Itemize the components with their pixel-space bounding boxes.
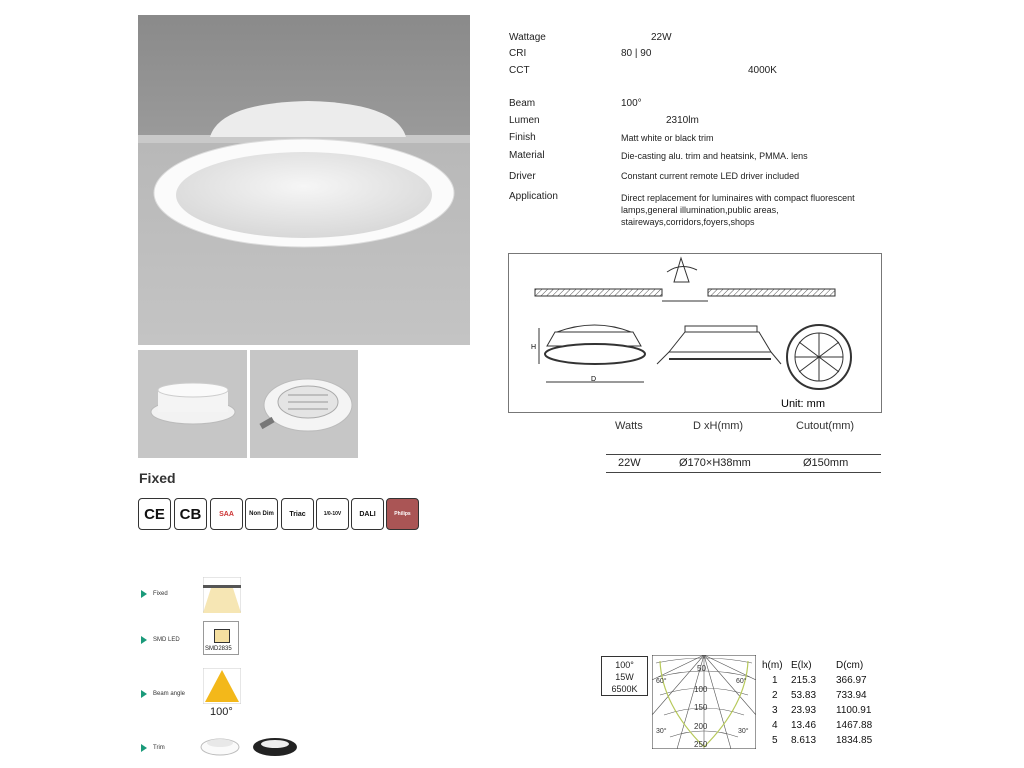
bullet-icon <box>141 690 147 698</box>
photometric-params: 100° 15W 6500K <box>601 656 648 696</box>
photo-row-e: 215.3 <box>791 675 817 686</box>
thumbnail-back[interactable] <box>250 350 358 458</box>
photo-row-h: 4 <box>772 720 778 731</box>
dim-value-dxh: Ø170×H38mm <box>679 457 751 469</box>
svg-text:50: 50 <box>697 664 706 673</box>
photo-header-h: h(m) <box>762 660 783 671</box>
spec-value-driver: Constant current remote LED driver included <box>621 171 800 181</box>
spec-value-lumen: 2310lm <box>666 115 699 126</box>
bullet-icon <box>141 744 147 752</box>
technical-drawing <box>508 253 882 413</box>
photo-row-e: 23.93 <box>791 705 817 716</box>
svg-text:250: 250 <box>694 740 708 749</box>
dali-icon: DALI <box>351 498 384 530</box>
trim-options-icon <box>200 733 300 759</box>
philips-driver-icon: Philips <box>386 498 419 530</box>
photo-row-h: 2 <box>772 690 778 701</box>
mount-type-title: Fixed <box>139 470 176 486</box>
product-photo <box>138 15 470 345</box>
svg-text:30°: 30° <box>738 728 749 735</box>
spec-label-finish: Finish <box>509 132 536 143</box>
bullet-icon <box>141 636 147 644</box>
spec-label-application: Application <box>509 191 558 202</box>
thumbnail-front[interactable] <box>138 350 247 458</box>
spec-value-cri: 80 | 90 <box>621 48 652 59</box>
photo-row-e: 53.83 <box>791 690 817 701</box>
unit-label: Unit: mm <box>781 398 825 410</box>
spec-label-lumen: Lumen <box>509 115 540 126</box>
smd-led-icon: SMD2835 <box>203 621 239 655</box>
photo-row-h: 3 <box>772 705 778 716</box>
svg-text:200: 200 <box>694 722 708 731</box>
beam-angle-icon <box>203 668 241 704</box>
feature-label-trim: Trim <box>153 745 165 751</box>
spec-label-beam: Beam <box>509 98 536 109</box>
dimension-d-label: D <box>591 376 597 383</box>
photo-row-h: 5 <box>772 735 778 746</box>
dim-0-10v-icon: 1/0-10V <box>316 498 349 530</box>
dim-value-watts: 22W <box>618 457 641 469</box>
spec-label-cct: CCT <box>509 65 530 76</box>
spec-value-beam: 100° <box>621 98 642 109</box>
triac-icon: Triac <box>281 498 314 530</box>
polar-light-distribution <box>652 655 756 749</box>
dimension-h-label: H <box>531 344 537 351</box>
svg-text:150: 150 <box>694 703 708 712</box>
spec-label-driver: Driver <box>509 171 536 182</box>
svg-text:60°: 60° <box>656 678 667 685</box>
downlight-render <box>138 15 470 345</box>
photo-row-d: 1100.91 <box>836 705 872 716</box>
spec-value-wattage: 22W <box>651 32 672 43</box>
photo-row-h: 1 <box>772 675 778 686</box>
beam-angle-value: 100° <box>210 706 233 718</box>
spec-value-material: Die-casting alu. trim and heatsink, PMMA. lens <box>621 151 808 161</box>
svg-text:30°: 30° <box>656 728 667 735</box>
dim-value-cutout: Ø150mm <box>803 457 849 469</box>
photo-row-d: 366.97 <box>836 675 867 686</box>
dim-header-cutout: Cutout(mm) <box>796 420 855 432</box>
bullet-icon <box>141 590 147 598</box>
spec-label-wattage: Wattage <box>509 32 546 43</box>
feature-label-fixed: Fixed <box>153 591 168 597</box>
photo-row-d: 733.94 <box>836 690 867 701</box>
non-dim-icon: Non Dim <box>245 498 278 530</box>
feature-label-beam-angle: Beam angle <box>153 691 186 697</box>
installation-diagram <box>509 254 881 412</box>
ce-icon: CE <box>138 498 171 530</box>
spec-value-finish: Matt white or black trim <box>621 133 714 143</box>
spec-label-material: Material <box>509 150 545 161</box>
photo-row-d: 1467.88 <box>836 720 873 731</box>
feature-label-smd-led: SMD LED <box>153 637 180 643</box>
svg-text:60°: 60° <box>736 678 747 685</box>
saa-icon: SAA <box>210 498 243 530</box>
spec-value-cct: 4000K <box>748 65 777 76</box>
spec-label-cri: CRI <box>509 48 527 59</box>
photo-header-e: E(lx) <box>791 660 812 671</box>
dim-header-dxh: D xH(mm) <box>693 420 744 432</box>
svg-text:100: 100 <box>694 685 708 694</box>
photo-row-e: 8.613 <box>791 735 817 746</box>
dim-header-watts: Watts <box>615 420 643 432</box>
photo-header-d: D(cm) <box>836 660 864 671</box>
cb-icon: CB <box>174 498 207 530</box>
fixed-mount-icon <box>203 577 241 613</box>
spec-value-application: Direct replacement for luminaires with compact fluorescent lamps,general illumination,public areas, staireways,corridors,foyers,shops <box>621 193 855 227</box>
photo-row-e: 13.46 <box>791 720 817 731</box>
photo-row-d: 1834.85 <box>836 735 873 746</box>
